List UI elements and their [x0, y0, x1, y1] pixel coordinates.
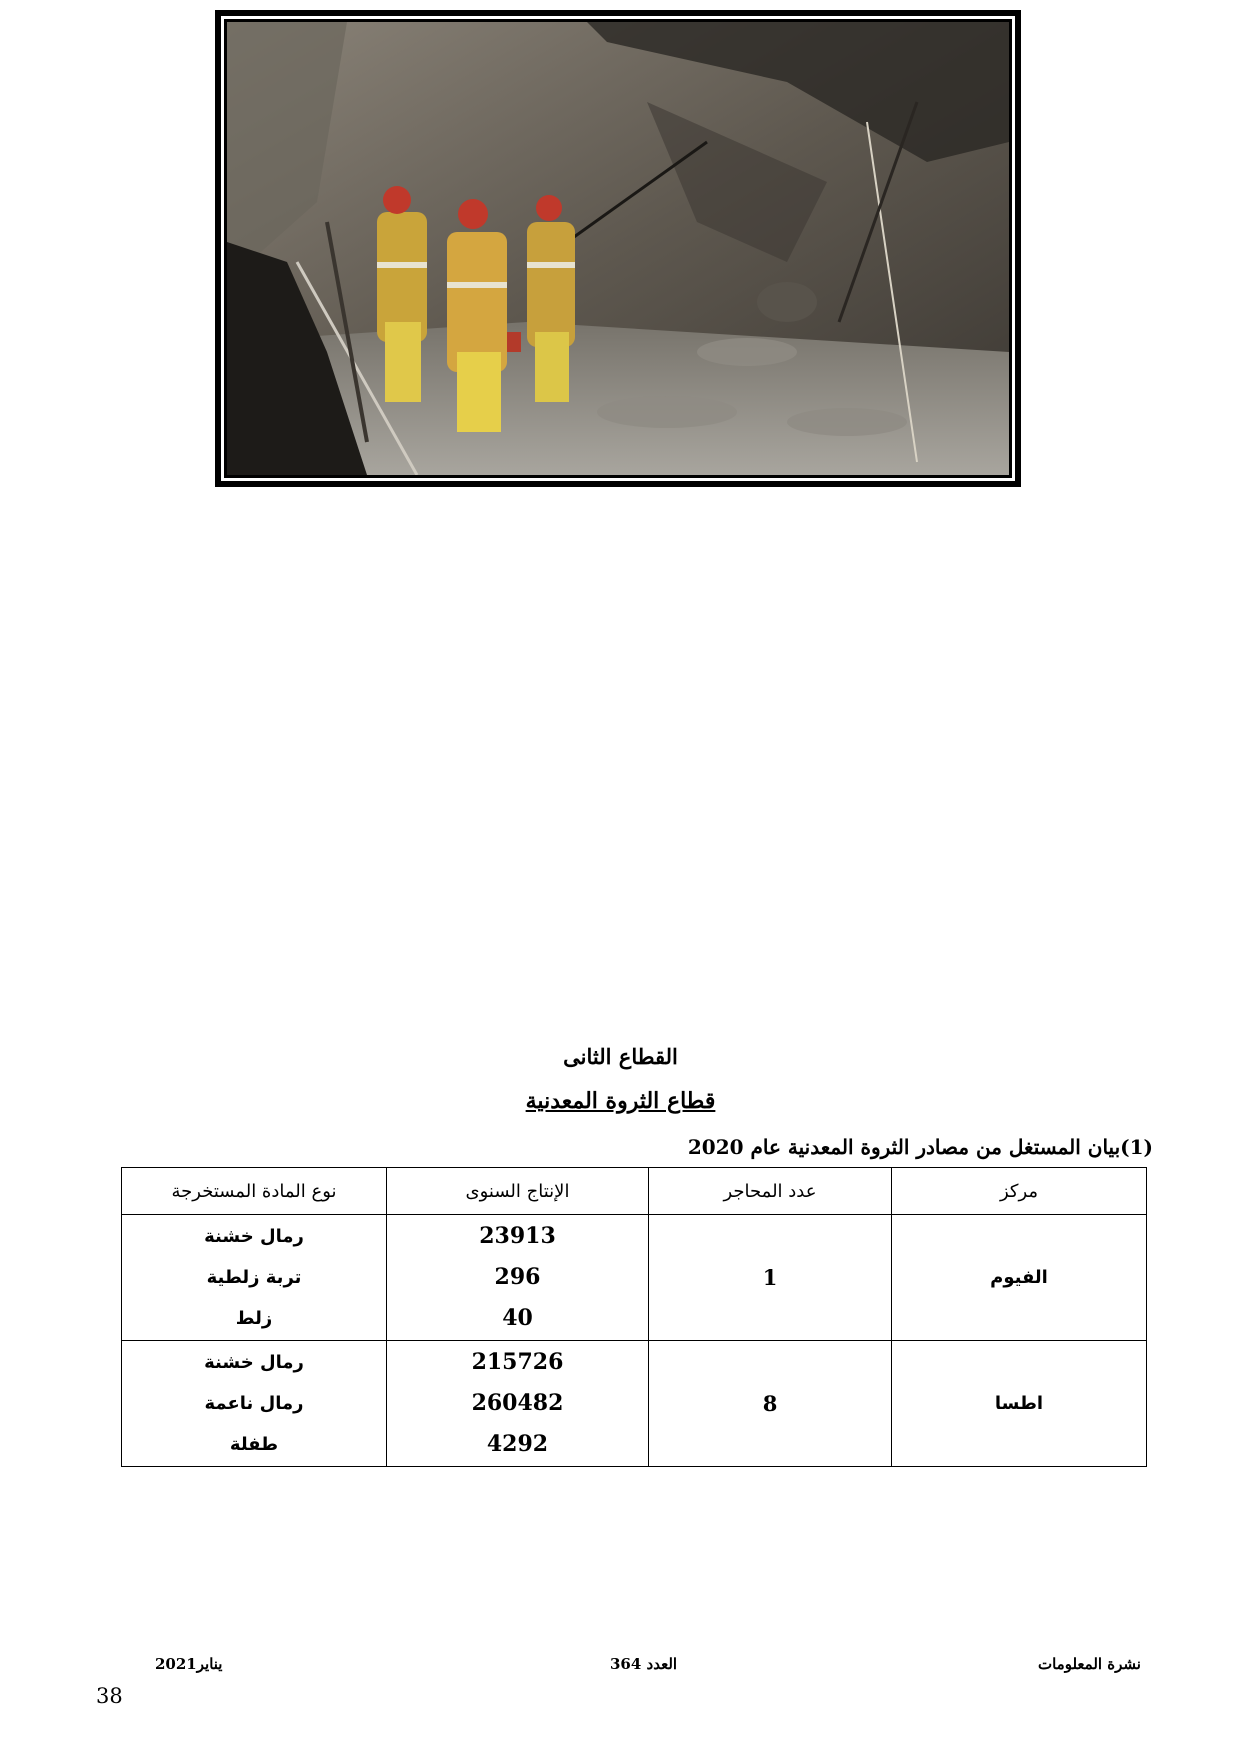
photo-frame — [215, 10, 1021, 487]
miners-photo — [221, 16, 1015, 481]
production-value: 215726 — [471, 1349, 564, 1375]
table-header-row — [122, 1168, 1147, 1215]
production-value: 260482 — [471, 1390, 564, 1416]
center-cell: اطسا — [892, 1341, 1147, 1467]
production-value: 4292 — [486, 1431, 549, 1457]
material-cell — [122, 1341, 387, 1467]
table-row — [122, 1341, 1147, 1467]
table-caption: (1)بيان المستغل من مصادر الثروة المعدنية عام 2020 — [687, 1135, 1153, 1159]
section-title: القطاع الثانى — [563, 1044, 678, 1069]
quarries-cell: 1 — [649, 1215, 892, 1341]
header-quarries: عدد المحاجر — [649, 1168, 892, 1215]
material-value: رمال ناعمة — [204, 1393, 304, 1414]
production-value: 40 — [502, 1305, 533, 1331]
material-value: تربة زلطية — [206, 1267, 302, 1288]
footer-date: يناير2021 — [155, 1655, 223, 1673]
quarries-cell: 8 — [649, 1341, 892, 1467]
material-value: رمال خشنة — [204, 1226, 304, 1247]
material-value: طفلة — [229, 1434, 279, 1455]
footer-publication: نشرة المعلومات — [1037, 1655, 1141, 1673]
material-value: زلط — [235, 1308, 273, 1329]
header-center: مركز — [892, 1168, 1147, 1215]
mineral-resources-table — [121, 1167, 1147, 1467]
material-cell — [122, 1215, 387, 1341]
table-row — [122, 1215, 1147, 1341]
material-value: رمال خشنة — [204, 1352, 304, 1373]
section-subtitle: قطاع الثروة المعدنية — [525, 1088, 716, 1114]
production-value: 23913 — [479, 1223, 556, 1249]
miners-photo-icon — [227, 22, 1009, 475]
header-production: الإنتاج السنوى — [387, 1168, 649, 1215]
production-value: 296 — [494, 1264, 541, 1290]
production-cell — [387, 1341, 649, 1467]
footer-issue: العدد 364 — [610, 1655, 678, 1673]
page-number: 38 — [96, 1684, 123, 1708]
center-cell: الفيوم — [892, 1215, 1147, 1341]
production-cell — [387, 1215, 649, 1341]
header-material: نوع المادة المستخرجة — [122, 1168, 387, 1215]
